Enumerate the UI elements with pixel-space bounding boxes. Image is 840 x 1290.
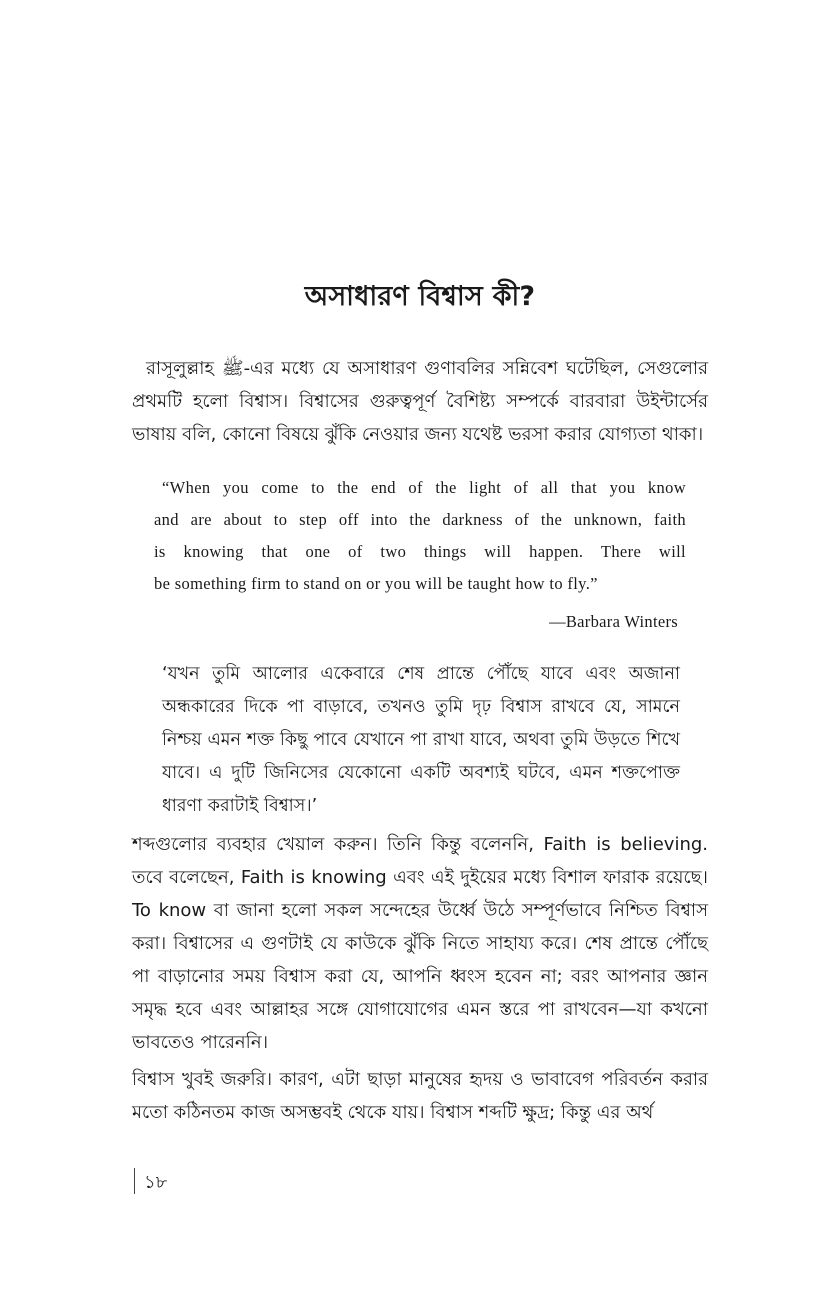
quote-line: is knowing that one of two things will happen. There will xyxy=(154,542,686,561)
quote-line: “When you come to the end of the light of all that you know xyxy=(162,478,686,497)
page-number: ১৮ xyxy=(144,1172,168,1193)
intro-paragraph: রাসূলুল্লাহ ﷺ-এর মধ্যে যে অসাধারণ গুণাবলির সন্নিবেশ ঘটেছিল, সেগুলোর প্রথমটি হলো বিশ্বাস। বিশ্বাসের গুরুত্বপূর্ণ বৈশিষ্ট্য সম্পর্কে বারবারা উইন্টার্সের ভাষায় বলি, কোনো বিষয়ে ঝুঁকি নেওয়ার জন্য যথেষ্ট ভরসা করার যোগ্যতা থাকা। xyxy=(132,358,708,445)
necessity-paragraph: বিশ্বাস খুবই জরুরি। কারণ, এটা ছাড়া মানুষের হৃদয় ও ভাবাবেগ পরিবর্তন করার মতো কঠিনতম কাজ অসম্ভবই থেকে যায়। বিশ্বাস শব্দটি ক্ষুদ্র; কিন্তু এর অর্থ xyxy=(132,1069,708,1123)
page-number-divider xyxy=(134,1168,135,1194)
quote-line: and are about to step off into the darkness of the unknown, faith xyxy=(154,510,686,529)
quote-translation: ‘যখন তুমি আলোর একেবারে শেষ প্রান্তে পৌঁছে যাবে এবং অজানা অন্ধকারের দিকে পা বাড়াবে, তখনও তুমি দৃঢ় বিশ্বাস রাখবে যে, সামনে নিশ্চয় এমন শক্ত কিছু পাবে যেখানে পা রাখা যাবে, অথবা তুমি উড়তে শিখে যাবে। এ দুটি জিনিসের যেকোনো একটি অবশ্যই ঘটবে, এমন শক্তপোক্ত ধারণা করাটাই বিশ্বাস।’ xyxy=(162,664,680,816)
quote-line: be something firm to stand on or you will be taught how to fly.” xyxy=(154,574,598,593)
quote-attribution: —Barbara Winters xyxy=(549,612,678,631)
chapter-title: অসাধারণ বিশ্বাস কী? xyxy=(304,281,536,312)
english-quote xyxy=(154,472,686,600)
words-paragraph: শব্দগুলোর ব্যবহার খেয়াল করুন। তিনি কিন্তু বলেননি, Faith is believing. তবে বলেছেন, Faith is knowing এবং এই দুইয়ের মধ্যে বিশাল ফারাক রয়েছে। To know বা জানা হলো সকল সন্দেহের উর্ধ্বে উঠে সম্পূর্ণভাবে নিশ্চিত বিশ্বাস করা। বিশ্বাসের এ গুণটাই যে কাউকে ঝুঁকি নিতে সাহায্য করে। শেষ প্রান্তে পৌঁছে পা বাড়ানোর সময় বিশ্বাস করা যে, আপনি ধ্বংস হবেন না; বরং আপনার জ্ঞান সমৃদ্ধ হবে এবং আল্লাহর সঙ্গে যোগাযোগের এমন স্তরে পা রাখবেন—যা কখনো ভাবতেও পারেননি। xyxy=(132,834,708,1053)
